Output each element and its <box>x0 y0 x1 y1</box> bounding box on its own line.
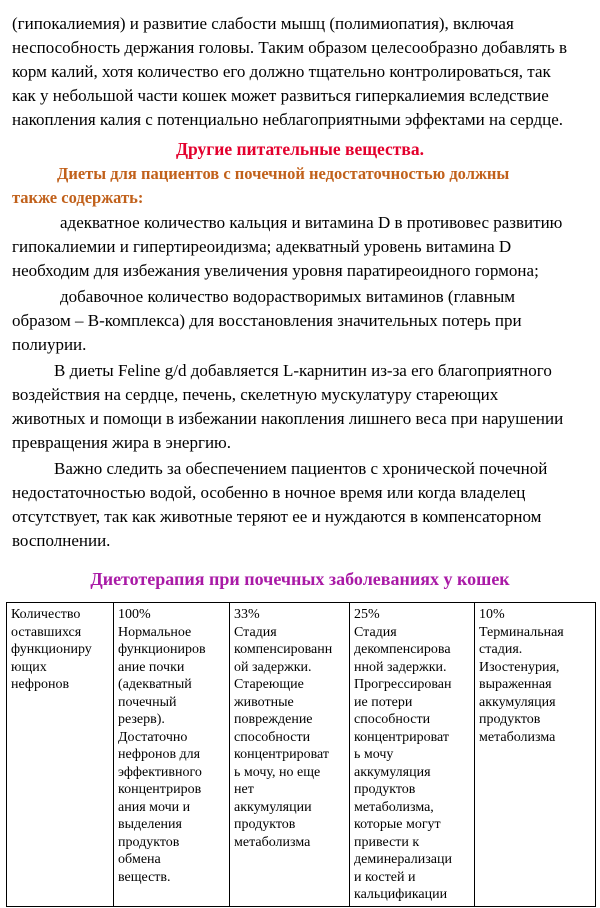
cell-line: обмена <box>118 852 161 867</box>
cell-line: Стареющие <box>234 677 304 692</box>
intro-paragraph <box>12 12 588 132</box>
cell-line: Количество <box>11 607 81 622</box>
table-cell-25 <box>350 603 475 907</box>
cell-line: метаболизма, <box>354 799 434 815</box>
cell-line: Стадия <box>354 624 397 640</box>
text-line: Важно следить за обеспечением пациентов с хронической почечной <box>54 459 548 478</box>
section-heading: Другие питательные вещества. <box>176 139 424 159</box>
text-line: добавочное количество водорастворимых витаминов (главным <box>60 287 516 306</box>
diet-therapy-table <box>6 602 596 907</box>
cell-line: ь мочу, но еще <box>234 764 321 780</box>
calcium-item <box>12 211 588 283</box>
cell-line: эффективного <box>118 764 202 780</box>
cell-line: 25% <box>354 607 380 622</box>
cell-line: нет <box>234 782 254 797</box>
cell-line: Прогрессирован <box>354 677 452 692</box>
table-row <box>7 603 596 907</box>
cell-line: стадия. <box>479 642 523 657</box>
cell-line: Терминальная <box>479 624 564 640</box>
cell-line: метаболизма <box>234 834 311 850</box>
cell-line: аккумуляция <box>354 764 431 780</box>
cell-line: аккумуляции <box>234 799 312 815</box>
cell-line: выраженная <box>479 677 552 692</box>
cell-line: (адекватный <box>118 677 192 692</box>
cell-line: ь мочу <box>354 747 394 762</box>
cell-line: нефронов <box>11 677 70 692</box>
cell-line: функциониров <box>118 642 206 657</box>
text-line: адекватное количество кальция и витамина D в противовес развитию <box>60 213 563 232</box>
cell-line: нной задержки. <box>354 659 447 675</box>
text-line: корм калий, хотя количество его должно тщательно контролироваться, так <box>12 62 551 81</box>
table-cell-nephrons <box>7 603 114 907</box>
cell-line: 10% <box>479 607 505 622</box>
text-line: отсутствует, так как животные теряют ее и нуждаются в компенсаторном <box>12 507 542 526</box>
text-line: В диеты Feline g/d добавляется L-карнитин из-за его благоприятного <box>54 361 552 380</box>
cell-line: резерв). <box>118 712 165 727</box>
subheading-line: также содержать: <box>12 188 144 207</box>
text-line: образом – В-комплекса) для восстановления значительных потерь при <box>12 311 522 330</box>
table-title: Диетотерапия при почечных заболеваниях у кошек <box>90 569 510 589</box>
cell-line: метаболизма <box>479 729 556 745</box>
cell-line: животные <box>234 694 294 710</box>
cell-line: нефронов для <box>118 747 201 762</box>
cell-line: выделения <box>118 817 182 832</box>
cell-line: почечный <box>118 694 177 710</box>
cell-line: ание почки <box>118 659 185 675</box>
cell-line: Стадия <box>234 624 277 640</box>
cell-line: 33% <box>234 607 260 622</box>
table-cell-10 <box>475 603 596 907</box>
cell-line: 100% <box>118 607 151 622</box>
text-line: недостаточностью водой, особенно в ночное время или когда владелец <box>12 483 526 502</box>
text-line: восполнении. <box>12 531 111 550</box>
cell-line: привести к <box>354 834 420 850</box>
cell-line: оставшихся <box>11 624 82 640</box>
subheading-line: Диеты для пациентов с почечной недостаточностью должны <box>57 164 510 183</box>
cell-line: деминерализаци <box>354 852 452 867</box>
cell-line: ие потери <box>354 694 413 710</box>
text-line: накопления калия с потенциально неблагоприятными эффектами на сердце. <box>12 110 564 129</box>
cell-line: продуктов <box>479 712 541 727</box>
cell-line: концентрироват <box>234 747 329 762</box>
cell-line: продуктов <box>234 817 296 832</box>
table-cell-100 <box>114 603 230 907</box>
cell-line: способности <box>354 712 431 727</box>
text-line: неспособность держания головы. Таким образом целесообразно добавлять в <box>12 38 568 57</box>
cell-line: повреждение <box>234 712 313 727</box>
cell-line: функциониру <box>11 642 92 657</box>
table-cell-33 <box>230 603 350 907</box>
text-line: животных и помощи в избежании накопления лишнего веса при нарушении <box>12 409 564 428</box>
text-line: (гипокалиемия) и развитие слабости мышц (полимиопатия), включая <box>12 14 514 33</box>
vitamins-item <box>12 285 588 357</box>
cell-line: декомпенсирова <box>354 642 451 657</box>
cell-line: концентриров <box>118 782 202 797</box>
cell-line: аккумуляция <box>479 694 556 710</box>
cell-line: концентрироват <box>354 729 449 745</box>
cell-line: продуктов <box>118 834 180 850</box>
cell-line: Нормальное <box>118 624 192 640</box>
carnitine-paragraph <box>12 359 588 455</box>
subheading <box>12 162 509 210</box>
cell-line: веществ. <box>118 869 171 885</box>
text-line: необходим для избежания увеличения уровня паратиреоидного гормона; <box>12 261 539 280</box>
text-line: как у небольшой части кошек может развиться гиперкалиемия вследствие <box>12 86 549 105</box>
cell-line: и костей и <box>354 869 416 885</box>
cell-line: способности <box>234 729 311 745</box>
text-line: превращения жира в энергию. <box>12 433 231 452</box>
text-line: гипокалиемии и гипертиреоидизма; адекватный уровень витамина D <box>12 237 512 256</box>
text-line: полиурии. <box>12 335 87 354</box>
water-paragraph <box>12 457 588 553</box>
cell-line: Достаточно <box>118 729 188 745</box>
cell-line: кальцификации <box>354 887 448 902</box>
text-line: воздействия на сердце, печень, скелетную мускулатуру стареющих <box>12 385 499 404</box>
cell-line: компенсированн <box>234 642 333 657</box>
cell-line: которые могут <box>354 817 441 832</box>
cell-line: ой задержки. <box>234 659 312 675</box>
cell-line: Изостенурия, <box>479 659 560 675</box>
cell-line: ющих <box>11 659 47 675</box>
cell-line: продуктов <box>354 782 416 797</box>
cell-line: ания мочи и <box>118 799 191 815</box>
